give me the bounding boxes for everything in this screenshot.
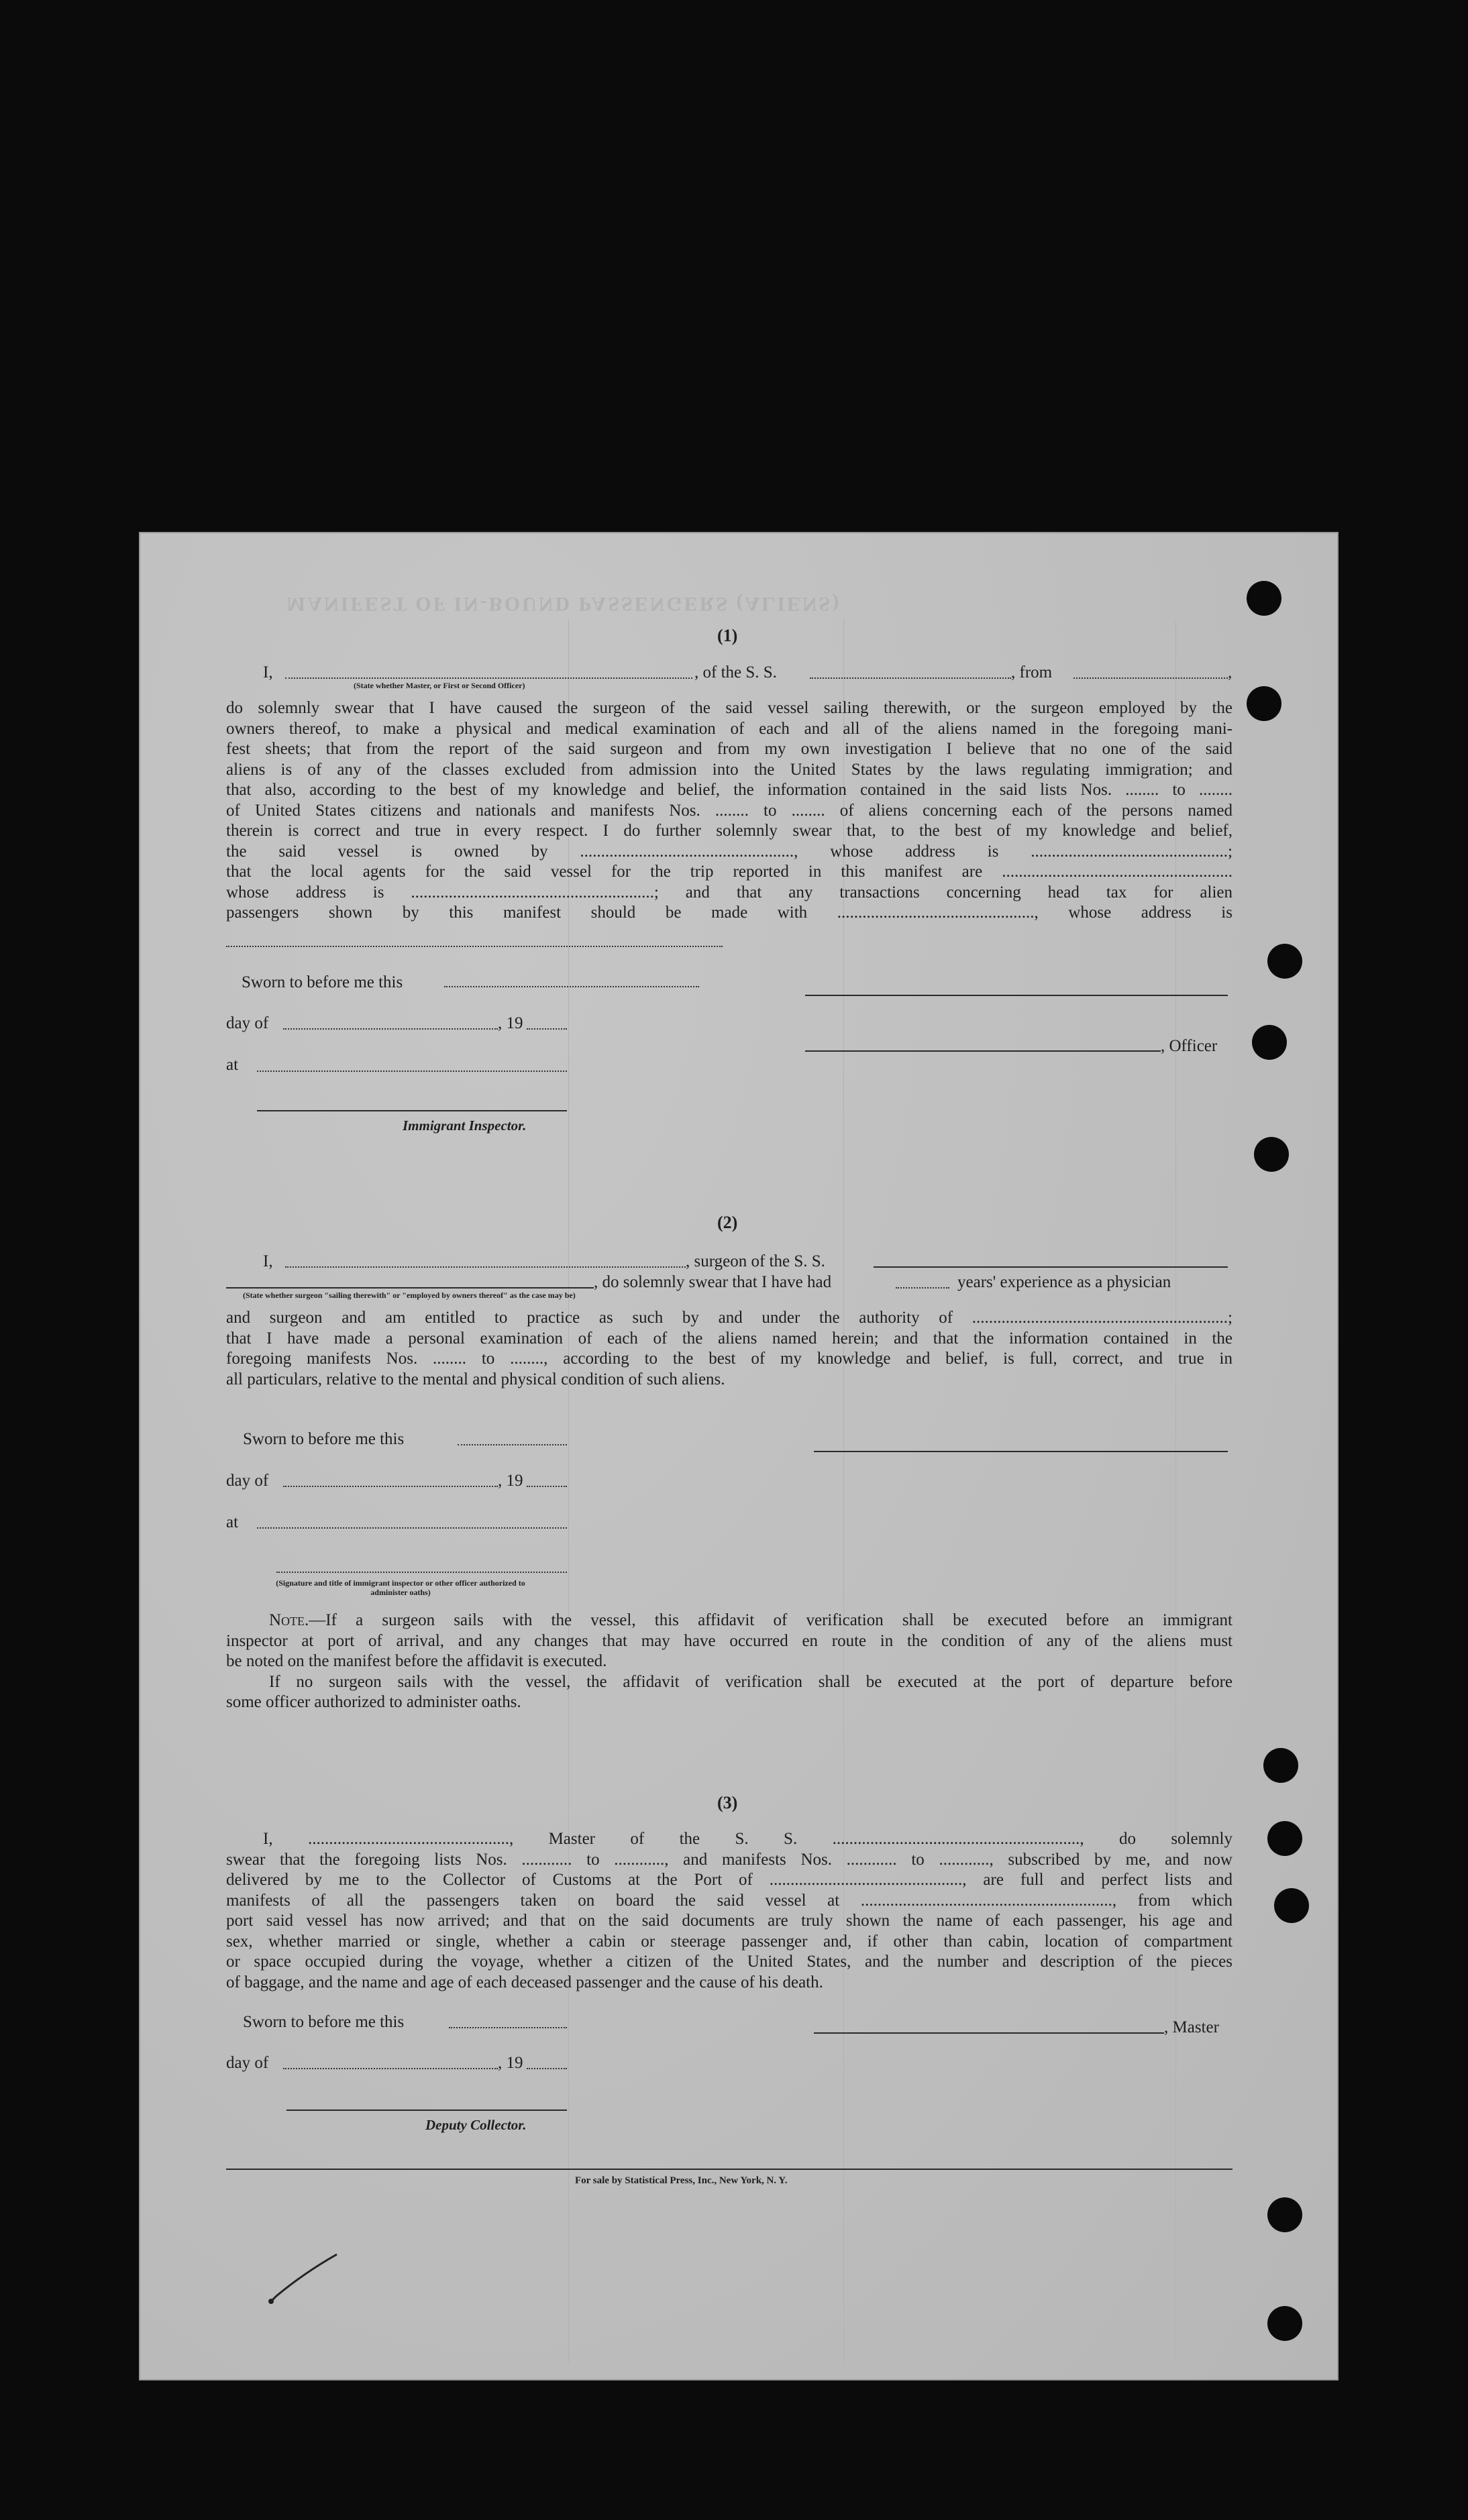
punch-hole [1252, 1025, 1287, 1060]
s3-body-line: sex, whether married or single, whether a cabin or steerage passenger and, if other than cabin, location of compartment [226, 1932, 1233, 1951]
s2-name-field[interactable] [285, 1266, 686, 1268]
printer-imprint: For sale by Statistical Press, Inc., New York, N. Y. [575, 2175, 788, 2186]
s1-inspector-line[interactable] [257, 1110, 567, 1111]
s1-name-field[interactable] [285, 677, 692, 679]
s1-body-line: therein is correct and true in every respect. I do further solemnly swear that, to the best of my knowledge and belief, [226, 822, 1233, 840]
s2-note-line [226, 1610, 1233, 1631]
s1-body-line: do solemnly swear that I have caused the surgeon of the said vessel sailing therewith, or the surgeon employed by the [226, 699, 1233, 717]
s2-at-field[interactable] [257, 1527, 567, 1529]
ghost-header-text: MANIFEST OF IN-BOUND PASSENGERS (ALIENS) [286, 593, 841, 615]
s1-sworn: Sworn to before me this [242, 973, 403, 991]
s1-inspector-label: Immigrant Inspector. [403, 1117, 527, 1134]
s2-day-field[interactable] [283, 1486, 498, 1487]
s1-address-field[interactable] [226, 946, 723, 947]
punch-hole [1267, 2197, 1302, 2232]
s2-body-line: all particulars, relative to the mental and physical condition of such aliens. [226, 1370, 725, 1388]
s2-i: I, [263, 1252, 273, 1270]
s2-surgeon-note: (State whether surgeon "sailing therewith" or "employed by owners thereof" as the case may be) [243, 1291, 576, 1300]
s1-body-line: fest sheets; that from the report of the said surgeon and from my own investigation I believe that no one of the said [226, 740, 1233, 758]
s1-at: at [226, 1056, 239, 1074]
s1-at-field[interactable] [257, 1071, 567, 1072]
s1-officer-line[interactable] [805, 1050, 1161, 1052]
section-1-number: (1) [717, 626, 738, 645]
s1-body-line: owners thereof, to make a physical and medical examination of each and all of the aliens named in the foregoing mani- [226, 719, 1233, 738]
s2-sworn-field[interactable] [458, 1444, 567, 1445]
s1-i: I, [263, 663, 273, 681]
s2-swear: , do solemnly swear that I have had [594, 1273, 832, 1291]
s2-years-experience: years' experience as a physician [957, 1273, 1171, 1291]
punch-hole [1267, 2306, 1302, 2341]
punch-hole [1267, 1821, 1302, 1856]
s3-collector-line[interactable] [286, 2110, 567, 2111]
s2-body-line: and surgeon and am entitled to practice as such by and under the authority of .............................................................; [226, 1309, 1233, 1327]
s1-body-line: that the local agents for the said vessel for the trip reported in this manifest are ....................................................... [226, 863, 1233, 881]
s1-from-field[interactable] [1073, 677, 1228, 679]
s3-body-line: delivered by me to the Collector of Customs at the Port of .............................................., are full and perfect lists and [226, 1871, 1233, 1889]
s1-officer: , Officer [1161, 1037, 1218, 1055]
s2-vessel-field[interactable] [874, 1266, 1228, 1268]
s3-day-field[interactable] [283, 2068, 498, 2069]
s3-master-line[interactable] [814, 2032, 1164, 2034]
punch-hole [1263, 1748, 1298, 1783]
s1-body-line: aliens is of any of the classes excluded from admission into the United States by the laws regulating immigration; and [226, 760, 1233, 779]
s2-year-field[interactable] [527, 1486, 567, 1487]
s2-inspector-note: (Signature and title of immigrant inspector or other officer authorized to administer oaths) [276, 1578, 525, 1597]
footer-rule [226, 2169, 1233, 2170]
s3-year: , 19 [498, 2054, 523, 2072]
s2-note-text: —If a surgeon sails with the vessel, this affidavit of verification shall be executed before an immigrant [309, 1611, 1233, 1629]
punch-hole [1247, 686, 1281, 721]
s2-body-line: that I have made a personal examination of each of the aliens named herein; and that the information contained in the [226, 1329, 1233, 1348]
s1-body-line: passengers shown by this manifest should be made with ..............................................., whose address is [226, 903, 1233, 922]
s2-day-of: day of [226, 1472, 269, 1490]
s1-day-of: day of [226, 1014, 269, 1032]
s1-vessel-field[interactable] [810, 677, 1011, 679]
s2-note-line: inspector at port of arrival, and any changes that may have occurred en route in the condition of any of the aliens must [226, 1631, 1233, 1650]
s3-sworn: Sworn to before me this [243, 2013, 405, 2031]
s1-from: , from [1011, 663, 1053, 681]
s2-note [226, 1610, 1233, 1713]
s1-year: , 19 [498, 1014, 523, 1032]
punch-hole [1267, 944, 1302, 979]
s3-body [226, 1829, 1233, 1993]
s1-signature-line[interactable] [805, 995, 1228, 996]
s1-day-field[interactable] [283, 1028, 498, 1030]
s2-years-field[interactable] [896, 1287, 949, 1289]
punch-hole [1274, 1888, 1309, 1923]
s3-body-line: or space occupied during the voyage, whether a citizen of the United States, and the number and description of the pieces [226, 1953, 1233, 1971]
s2-body-line: foregoing manifests Nos. ........ to ........, according to the best of my knowledge and belief, is full, correct, and true in [226, 1350, 1233, 1368]
s2-at: at [226, 1513, 239, 1531]
s2-type-field[interactable] [226, 1287, 594, 1289]
pen-mark-icon [263, 2249, 344, 2309]
s2-signature-line[interactable] [814, 1451, 1228, 1452]
s2-body [226, 1308, 1233, 1390]
s1-comma: , [1228, 663, 1233, 681]
punch-hole [1254, 1137, 1289, 1172]
s3-body-line: I, ................................................, Master of the S. S. ..........................................................., do solemnly [263, 1830, 1233, 1848]
s1-year-field[interactable] [527, 1028, 567, 1030]
s3-body-line: port said vessel has now arrived; and that on the said documents are truly shown the name of each passenger, his age and [226, 1912, 1233, 1930]
s2-year: , 19 [498, 1472, 523, 1490]
s3-body-line: swear that the foregoing lists Nos. ............ to ............, and manifests Nos. ............ to ............, subscribed by me, and now [226, 1850, 1233, 1869]
section-2-number: (2) [717, 1213, 738, 1232]
s3-sworn-field[interactable] [449, 2027, 567, 2028]
punch-hole [1247, 581, 1281, 616]
s1-body-line: of United States citizens and nationals and manifests Nos. ........ to ........ of aliens concerning each of the persons named [226, 801, 1233, 820]
s3-body-line: manifests of all the passengers taken on board the said vessel at ............................................................, from which [226, 1891, 1233, 1910]
s3-master: , Master [1164, 2018, 1219, 2036]
s3-collector-label: Deputy Collector. [425, 2117, 527, 2133]
s3-year-field[interactable] [527, 2068, 567, 2069]
s1-sworn-field[interactable] [444, 986, 699, 987]
s2-note-line: some officer authorized to administer oaths. [226, 1693, 521, 1711]
s1-of-ss: , of the S. S. [694, 663, 777, 681]
s3-body-line: of baggage, and the name and age of each deceased passenger and the cause of his death. [226, 1973, 823, 1991]
s1-body-line: that also, according to the best of my knowledge and belief, the information contained in the said lists Nos. ........ to ........ [226, 781, 1233, 799]
s2-inspector-line[interactable] [276, 1572, 567, 1573]
manifest-page [139, 532, 1339, 2380]
s2-note-line: If no surgeon sails with the vessel, the affidavit of verification shall be executed at the port of departure before [269, 1672, 1233, 1691]
s2-sworn: Sworn to before me this [243, 1430, 405, 1448]
section-3-number: (3) [717, 1793, 738, 1812]
s1-body-line: whose address is ..........................................................; and that any transactions concerning head tax for alien [226, 883, 1233, 901]
s2-note-line: be noted on the manifest before the affidavit is executed. [226, 1652, 607, 1670]
s2-surgeon-of-ss: , surgeon of the S. S. [686, 1252, 825, 1270]
s1-body [226, 698, 1233, 924]
s2-note-label: Note. [269, 1611, 309, 1629]
s3-day-of: day of [226, 2054, 269, 2072]
s1-body-line: the said vessel is owned by ..................................................., whose address is ...............................................; [226, 842, 1233, 861]
s1-officer-note: (State whether Master, or First or Second Officer) [354, 681, 525, 690]
